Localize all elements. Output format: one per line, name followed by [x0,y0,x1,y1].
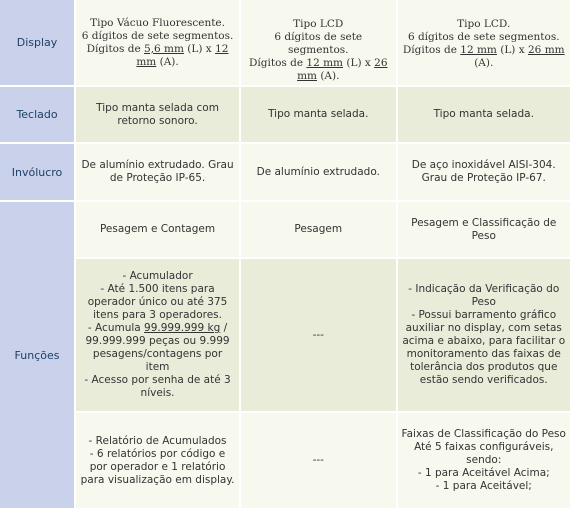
funcoes-r1-cell-1: Pesagem e Contagem [76,202,239,257]
involucro-cell-1: De alumínio extrudado. Grau de Proteção IP-65. [76,144,239,200]
funcoes-r2-cell-2: --- [241,259,395,411]
teclado-cell-1: Tipo manta selada com retorno sonoro. [76,87,239,142]
table-row [0,144,570,200]
row-header-display: Display [0,0,74,85]
display-cell-3: Tipo LCD. 6 dígitos de sete segmentos. Dígitos de 12 mm (L) x 26 mm (A). [398,0,570,85]
funcoes-r2-cell-1: - Acumulador - Até 1.500 itens para operador único ou até 375 itens para 3 operadores. - Acumula 99.999.999 kg / 99.999.999 peças ou 9.999 pesagens/contagens por item - Acesso por senha de até 3 níveis. [76,259,239,411]
teclado-cell-3: Tipo manta selada. [398,87,570,142]
row-header-funcoes: Funções [0,202,74,508]
table-row [0,202,570,257]
funcoes-r3-cell-2: --- [241,413,395,508]
table-row [0,0,570,85]
display-cell-1: Tipo Vácuo Fluorescente. 6 dígitos de sete segmentos. Dígitos de 5,6 mm (L) x 12 mm (A). [76,0,239,85]
row-header-involucro: Invólucro [0,144,74,200]
involucro-cell-3: De aço inoxidável AISI-304. Grau de Proteção IP-67. [398,144,570,200]
funcoes-r3-cell-3: Faixas de Classificação do Peso Até 5 faixas configuráveis, sendo: - 1 para Aceitável Acima; - 1 para Aceitável; [398,413,570,508]
funcoes-r2-cell-3: - Indicação da Verificação do Peso - Possui barramento gráfico auxiliar no display, com setas acima e abaixo, para facilitar o monitoramento das faixas de tolerância dos produtos que estão sendo verificados. [398,259,570,411]
funcoes-r1-cell-2: Pesagem [241,202,395,257]
table-row [0,413,570,508]
row-header-teclado: Teclado [0,87,74,142]
funcoes-r1-cell-3: Pesagem e Classificação de Peso [398,202,570,257]
table-row [0,87,570,142]
teclado-cell-2: Tipo manta selada. [241,87,395,142]
display-cell-2: Tipo LCD 6 dígitos de sete segmentos. Dígitos de 12 mm (L) x 26 mm (A). [241,0,395,85]
involucro-cell-2: De alumínio extrudado. [241,144,395,200]
funcoes-r3-cell-1: - Relatório de Acumulados - 6 relatórios por código e por operador e 1 relatório para visualização em display. [76,413,239,508]
table-row [0,259,570,411]
